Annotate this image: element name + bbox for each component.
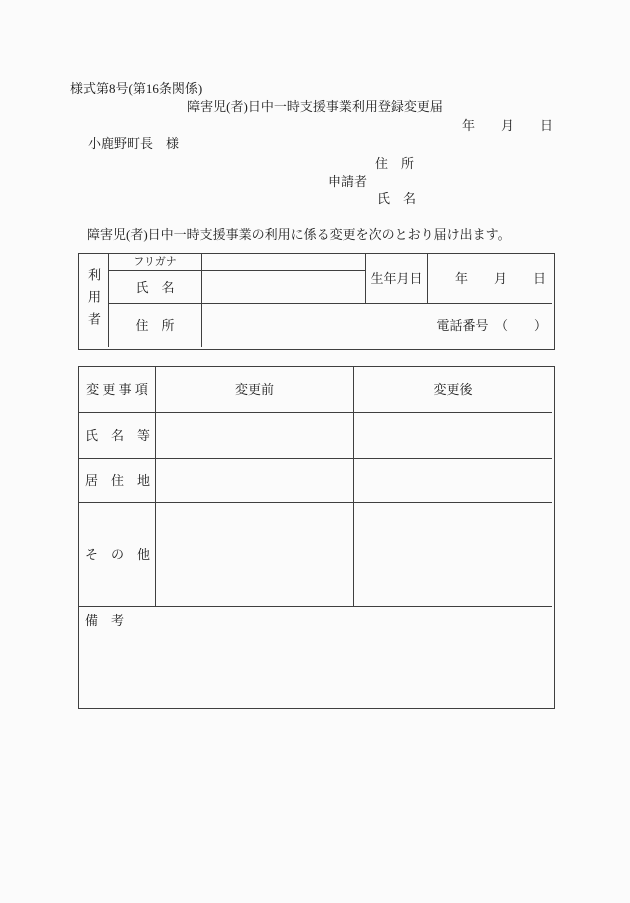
name-input[interactable]	[202, 271, 366, 304]
applicant-address-label: 住 所	[375, 156, 415, 171]
address-phone-input[interactable]: 電話番号 （ ）	[436, 318, 547, 333]
dob-label: 生年月日	[366, 254, 428, 304]
row-other-before-input[interactable]	[156, 503, 354, 607]
user-row-header	[79, 254, 109, 347]
furigana-label: フリガナ	[109, 254, 202, 271]
furigana-input[interactable]	[202, 254, 366, 271]
applicant-name-label: 氏 名	[377, 191, 417, 206]
row-residence-before-input[interactable]	[156, 459, 354, 503]
row-name-label: 氏 名 等	[79, 413, 156, 459]
date-field[interactable]: 年 月 日	[462, 118, 554, 133]
addressee-label: 小鹿野町長 様	[88, 136, 180, 151]
dob-input[interactable]: 年 月 日	[428, 254, 552, 304]
page-title: 障害児(者)日中一時支援事業利用登録変更届	[187, 99, 443, 114]
row-residence-label: 居 住 地	[79, 459, 156, 503]
name-label: 氏 名	[109, 271, 202, 304]
before-header: 変更前	[156, 367, 354, 413]
user-row-header-label: 利用者	[86, 267, 101, 334]
row-other-label: そ の 他	[79, 503, 156, 607]
user-info-table	[78, 253, 555, 350]
row-other-after-input[interactable]	[354, 503, 552, 607]
row-name-before-input[interactable]	[156, 413, 354, 459]
after-header: 変更後	[354, 367, 552, 413]
change-item-header: 変 更 事 項	[79, 367, 156, 413]
applicant-label: 申請者	[328, 174, 368, 189]
change-details-table	[78, 366, 555, 709]
address-label: 住 所	[109, 304, 202, 347]
row-name-after-input[interactable]	[354, 413, 552, 459]
remarks-label: 備 考	[85, 613, 125, 628]
form-number: 様式第8号(第16条関係)	[70, 81, 203, 96]
remarks-cell[interactable]	[79, 607, 552, 706]
intro-sentence: 障害児(者)日中一時支援事業の利用に係る変更を次のとおり届け出ます。	[87, 227, 511, 242]
row-residence-after-input[interactable]	[354, 459, 552, 503]
